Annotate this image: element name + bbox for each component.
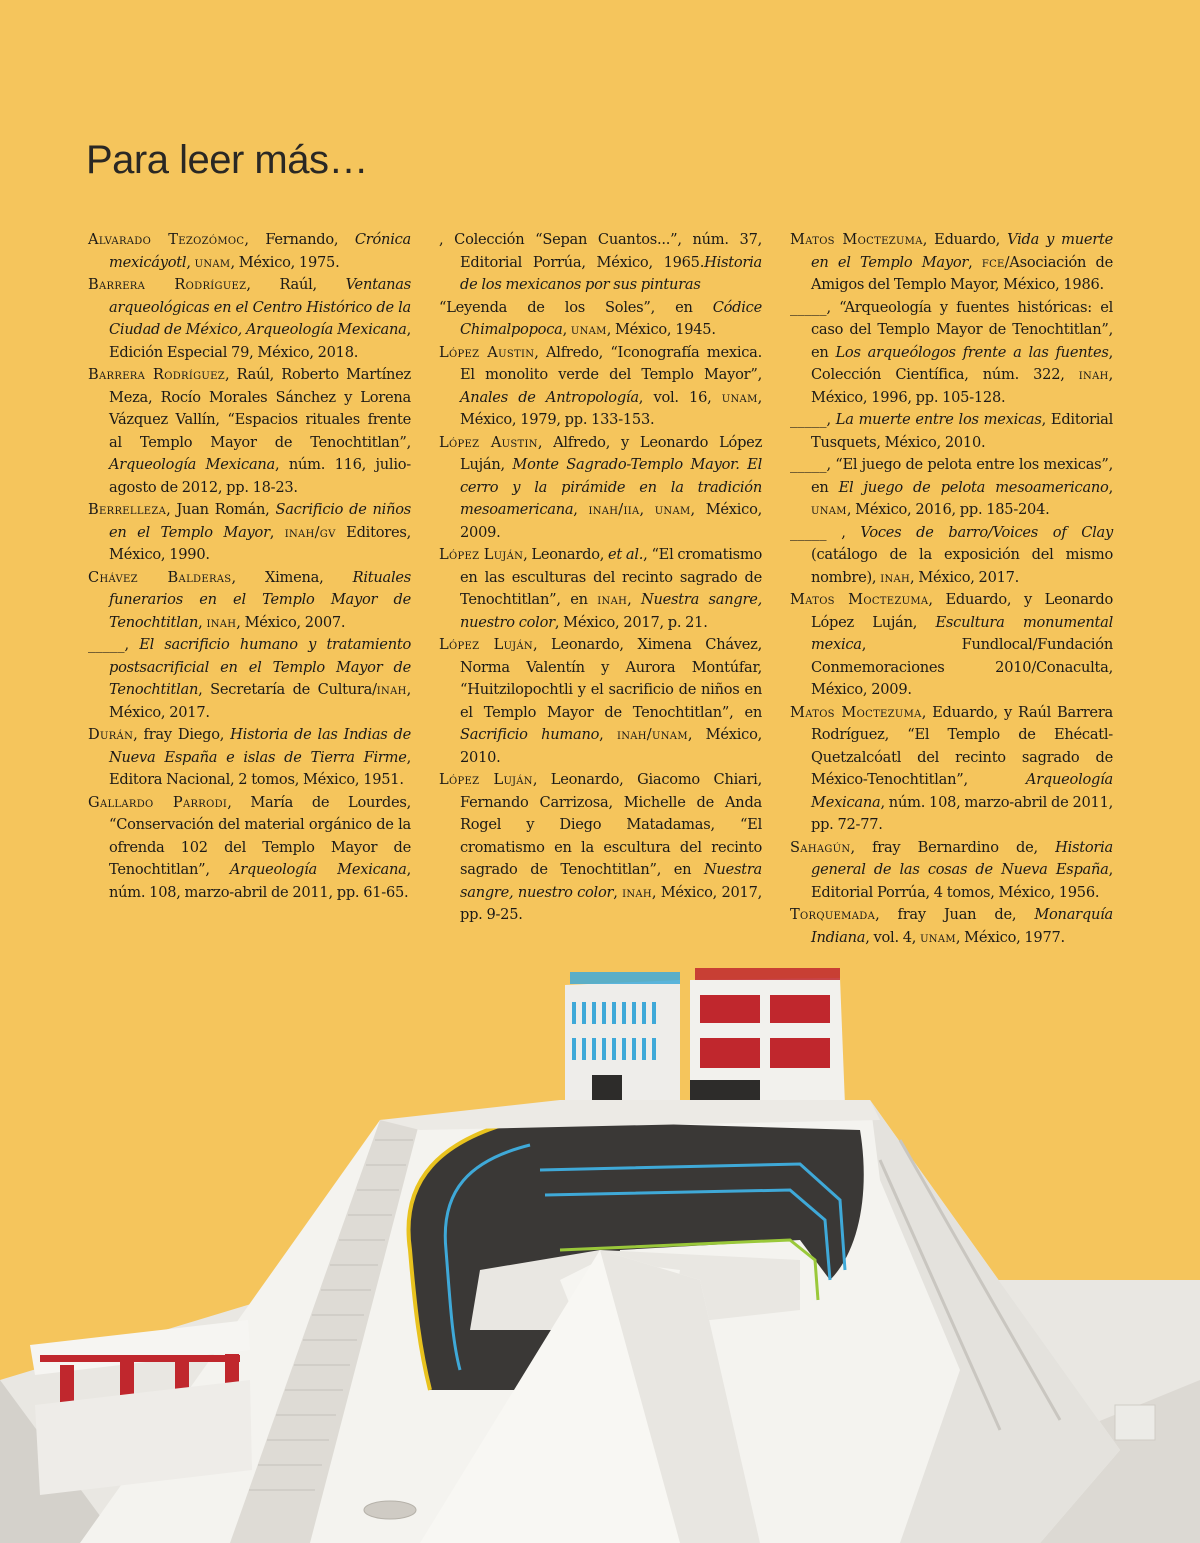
entry-author: Matos Moctezuma [790, 703, 922, 721]
entry-text: , fray Bernardino de, [850, 838, 1056, 856]
entry-work-title: Monarquía Indiana [811, 906, 1113, 946]
entry-work-title: Historia general de las cosas de Nueva España [811, 838, 1113, 878]
entry-work-title: Arqueología Mexicana [229, 861, 407, 878]
entry-abbreviation: inah [206, 613, 237, 631]
bibliography-entry [790, 454, 1113, 522]
entry-text: , Colección Científica, núm. 322, [811, 343, 1113, 383]
entry-repeat-author-dash: _____ [790, 298, 827, 316]
templo-mayor-model-image [0, 950, 1200, 1543]
bibliography-entry [790, 904, 1113, 949]
entry-work-title: Historia de las Indias de Nueva España e islas de Tierra Firme [109, 726, 411, 766]
entry-abbreviation: inah [622, 883, 652, 901]
entry-text: , Raúl, [246, 276, 346, 293]
entry-text: , “Arqueología y fuentes históricas: el caso del Templo Mayor de Tenochtitlan”, en [811, 298, 1113, 361]
bibliography-entry [88, 274, 411, 364]
entry-text: Editores, México, 1990. [109, 523, 411, 563]
entry-abbreviation: unam [194, 253, 231, 271]
entry-text: , “El juego de pelota entre los mexicas”, en [811, 456, 1113, 496]
entry-text: , [198, 613, 207, 631]
entry-text: , núm. 108, marzo-abril de 2011, pp. 72-77. [811, 793, 1113, 833]
entry-text: , Editorial Tusquets, México, 2010. [811, 411, 1113, 451]
entry-abbreviation: inah/unam [616, 726, 688, 743]
bibliography-column-1 [88, 229, 411, 904]
entry-text: , Leonardo, Ximena Chávez, Norma Valentín y Aurora Montúfar, “Huitzilopochtli y el sacrificio de niños en el Templo Mayor de Tenochtitlan”, en [460, 636, 762, 721]
entry-text: , fray Juan de, [875, 906, 1035, 923]
entry-text: , Raúl, Roberto Martínez Meza, Rocío Morales Sánchez y Lorena Vázquez Vallín, “Espacios rituales frente al Templo Mayor de Tenochtitlan”, [109, 366, 411, 451]
entry-author: López Austin [439, 433, 538, 451]
entry-text: , México, 2007. [236, 613, 346, 631]
entry-text: , [186, 253, 195, 271]
entry-text: , Eduardo, [922, 231, 1008, 248]
entry-author: Matos Moctezuma [790, 591, 929, 608]
entry-text: , Leonardo, Giacomo Chiari, Fernando Carrizosa, Michelle de Anda Rogel y Diego Matadamas, “El cromatismo en la escultura del recinto sagrado de Tenochtitlan”, en [460, 771, 762, 878]
entry-author: Berrelleza [88, 501, 167, 518]
bibliography-entry [439, 769, 762, 927]
entry-work-title: Sacrificio humano [460, 726, 600, 743]
entry-text: , Colección “Sepan Cuantos...”, núm. 37, Editorial Porrúa, México, 1965. [439, 231, 762, 271]
entry-text: , [562, 321, 571, 338]
entry-text: , [124, 636, 140, 653]
entry-author: López Luján [439, 636, 533, 653]
entry-text: , Ximena, [231, 568, 353, 586]
entry-abbreviation: inah [880, 568, 911, 586]
bibliography-entry [88, 364, 411, 499]
entry-work-title: Monte Sagrado-Templo Mayor. El cerro y la pirámide en la tradición mesoamericana [460, 456, 762, 518]
entry-text: , México, 1977. [955, 928, 1065, 946]
entry-text: , núm. 108, marzo-abril de 2011, pp. 61-65. [109, 861, 411, 901]
entry-author: Durán [88, 726, 134, 743]
bibliography-entry [790, 837, 1113, 905]
entry-abbreviation: inah/iia [588, 501, 640, 518]
bibliography-entry [790, 229, 1113, 297]
bibliography-entry [439, 432, 762, 545]
entry-text: , México, 2009. [460, 501, 763, 541]
entry-text: , [573, 501, 589, 518]
entry-text: , [826, 523, 861, 541]
entry-text: /Asociación de Amigos del Templo Mayor, México, 1986. [811, 253, 1114, 293]
entry-author: Alvarado Tezozómoc [88, 231, 245, 248]
entry-text: , vol. 4, [865, 928, 921, 946]
entry-text: , México, 2017. [109, 681, 411, 721]
entry-text: , [599, 726, 617, 743]
entry-text: , México, 2017, p. 21. [554, 613, 708, 631]
bibliography-entry [88, 229, 411, 274]
entry-work-title: Nuestra sangre, nuestro color [460, 861, 762, 901]
entry-author: Barrera Rodríguez [88, 366, 225, 383]
entry-abbreviation: inah [1078, 366, 1109, 383]
entry-work-title: Códice Chimalpopoca [460, 298, 762, 338]
bibliography-entry [790, 589, 1113, 702]
entry-text: , Fernando, [244, 231, 355, 248]
entry-abbreviation: unam [654, 501, 691, 518]
entry-text: , México, 1945. [606, 321, 716, 338]
entry-text: , Secretaría de Cultura/ [198, 681, 377, 698]
entry-work-title: Rituales funerarios en el Templo Mayor de Tenochtitlan [109, 568, 411, 631]
entry-work-title: Voces de barro/Voices of Clay [860, 523, 1113, 541]
entry-author: López Luján [439, 771, 533, 788]
entry-work-title: El juego de pelota mesoamericano [838, 478, 1109, 496]
entry-text: , Eduardo, y Raúl Barrera Rodríguez, “El Templo de Ehécatl-Quetzalcóatl del recinto sagrado de México-Tenochtitlan”, [811, 703, 1113, 788]
entry-work-title: Sacrificio de niños en el Templo Mayor [109, 501, 411, 541]
entry-author: Gallardo Parrodi [88, 793, 228, 811]
bibliography-entry [439, 634, 762, 769]
entry-work-title: Escultura monumental mexica [811, 613, 1113, 653]
entry-text: , Alfredo, y Leonardo López Luján, [460, 433, 763, 473]
entry-repeat-author-dash: _____ [88, 636, 125, 653]
entry-abbreviation: inah [597, 591, 628, 608]
entry-work-title: Arqueología Mexicana [811, 771, 1113, 811]
entry-abbreviation: unam [920, 928, 956, 946]
bibliography-entry [88, 724, 411, 792]
entry-work-title: Arqueología Mexicana [109, 456, 275, 473]
bibliography-entry [790, 702, 1113, 837]
entry-work-title: Historia de los mexicanos por sus pinturas [460, 253, 762, 293]
bibliography-entry [88, 567, 411, 635]
entry-work-title: El sacrificio humano y tratamiento postsacrificial en el Templo Mayor de Tenochtitlan [109, 636, 411, 698]
entry-work-title: Los arqueólogos frente a las fuentes [835, 343, 1109, 361]
entry-work-title: Anales de Antropología [460, 388, 639, 406]
entry-work-title: La muerte entre los mexicas [835, 411, 1042, 428]
entry-text: , “El cromatismo en las esculturas del recinto sagrado de Tenochtitlan”, en [460, 546, 762, 608]
entry-text: “Leyenda de los Soles”, en [439, 298, 713, 316]
entry-text: , [639, 501, 655, 518]
entry-text: , Edición Especial 79, México, 2018. [109, 321, 411, 361]
bibliography-entry [439, 342, 762, 432]
entry-text: , fray Diego, [133, 726, 231, 743]
entry-repeat-author-dash: _____ [790, 411, 827, 428]
entry-text: , núm. 116, julio-agosto de 2012, pp. 18-23. [109, 456, 411, 496]
entry-work-title: Ventanas arqueológicas en el Centro Histórico de la Ciudad de México, Arqueología Mexicana [109, 276, 411, 338]
bibliography-entry [790, 297, 1113, 410]
entry-abbreviation: inah [376, 681, 407, 698]
bibliography-column-2 [439, 229, 762, 927]
entry-text: , [627, 591, 641, 608]
entry-text: , México, 2017. [910, 568, 1020, 586]
entry-text: , Alfredo, “Iconografía mexica. El monolito verde del Templo Mayor”, [460, 343, 762, 383]
entry-work-title: Nuestra sangre, nuestro color [460, 591, 762, 631]
bibliography-entry [439, 544, 762, 634]
entry-author: Barrera Rodríguez [88, 276, 247, 293]
entry-text: , Leonardo, [523, 546, 609, 563]
entry-text: , [269, 523, 285, 541]
entry-text: , [1108, 478, 1113, 496]
entry-text: , Fundlocal/Fundación Conmemoraciones 2010/Conaculta, México, 2009. [811, 636, 1113, 698]
entry-text: , Juan Román, [166, 501, 276, 518]
entry-text: , México, 1996, pp. 105-128. [811, 366, 1113, 406]
entry-text: , México, 1975. [230, 253, 340, 271]
entry-text: , Eduardo, y Leonardo López Luján, [811, 591, 1113, 631]
bibliography-entry [790, 409, 1113, 454]
entry-work-title: Crónica mexicáyotl [109, 231, 411, 271]
entry-text: , México, 2010. [460, 726, 763, 766]
entry-abbreviation: unam [721, 388, 758, 406]
entry-text: , [826, 411, 836, 428]
entry-text: , México, 2017, pp. 9-25. [460, 883, 763, 923]
bibliography-entry [439, 229, 762, 297]
bibliography [0, 229, 1200, 946]
bibliography-entry [88, 792, 411, 905]
entry-text: , [613, 883, 623, 901]
entry-text: , María de Lourdes, “Conservación del material orgánico de la ofrenda 102 del Templo Mayor de Tenochtitlan”, [109, 793, 412, 878]
entry-text: , [968, 253, 982, 271]
entry-author: López Luján [439, 546, 524, 563]
entry-abbreviation: unam [811, 501, 847, 518]
entry-abbreviation: unam [570, 321, 607, 338]
entry-abbreviation: fce [981, 253, 1005, 271]
entry-work-title: et al. [608, 546, 644, 563]
entry-work-title: Vida y muerte en el Templo Mayor [811, 231, 1113, 271]
bibliography-entry [88, 499, 411, 567]
entry-author: Torquemada [790, 906, 876, 923]
entry-repeat-author-dash: _____ [790, 456, 827, 473]
entry-repeat-author-dash: _____ [790, 523, 827, 541]
bibliography-entry [790, 522, 1113, 590]
bibliography-column-3 [790, 229, 1113, 949]
entry-text: , Editorial Porrúa, 4 tomos, México, 1956. [811, 861, 1113, 901]
entry-abbreviation: inah/gv [284, 523, 336, 541]
entry-text: , México, 1979, pp. 133-153. [460, 388, 762, 428]
entry-text: (catálogo de la exposición del mismo nombre), [811, 546, 1113, 586]
bibliography-entry [439, 297, 762, 342]
bibliography-entry [88, 634, 411, 724]
entry-author: Matos Moctezuma [790, 231, 923, 248]
entry-author: Sahagún [790, 838, 851, 856]
entry-text: , México, 2016, pp. 185-204. [846, 501, 1050, 518]
entry-text: , Editora Nacional, 2 tomos, México, 1951. [109, 748, 411, 788]
entry-text: , vol. 16, [638, 388, 722, 406]
page-title: Para leer más… [86, 138, 368, 182]
entry-author: López Austin [439, 343, 535, 361]
entry-author: Chávez Balderas [88, 568, 232, 586]
